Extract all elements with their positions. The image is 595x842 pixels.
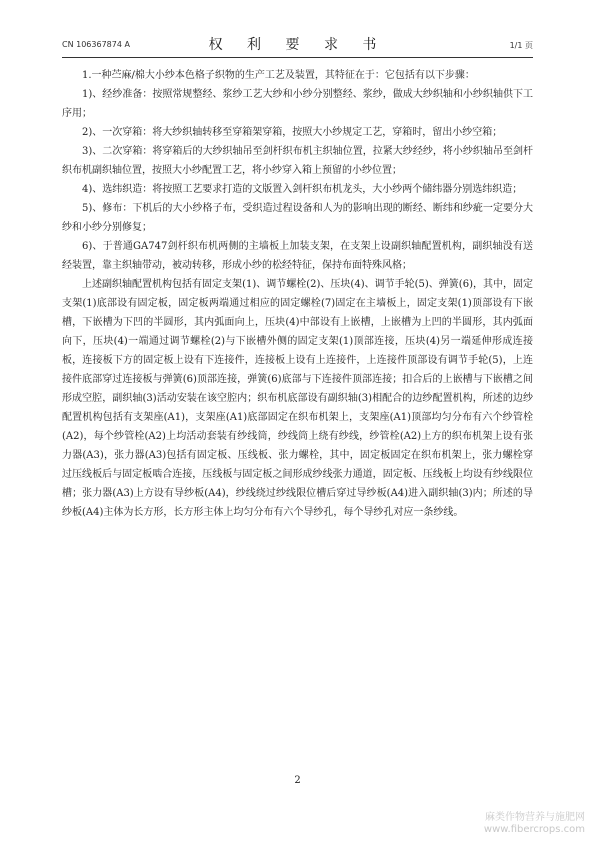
claims-body <box>62 66 533 522</box>
page-header <box>62 34 533 54</box>
claim-paragraph: 1.一种苎麻/棉大小纱本色格子织物的生产工艺及装置，其特征在于：它包括有以下步骤： <box>82 70 475 81</box>
claim-paragraph: 5)、修布：下机后的大小纱格子布，受织造过程设备和人为的影响出现的断经、断纬和纱疵一定要分大纱和小纱分别修复； <box>62 203 533 233</box>
claim-paragraph: 2)、一次穿箱：将大纱织轴转移至穿箱架穿箱，按照大小纱规定工艺，穿箱时，留出小纱空箱； <box>82 127 503 138</box>
watermark <box>484 812 585 836</box>
publication-number: CN 106367874 A <box>62 40 130 49</box>
page-number: 2 <box>294 775 301 786</box>
header-rule <box>62 57 533 58</box>
watermark-line-2: www.fibercrops.com <box>483 824 585 835</box>
claim-paragraph: 1)、经纱准备：按照常规整经、浆纱工艺大纱和小纱分别整经、浆纱，做成大纱织轴和小纱织轴供下工序用； <box>62 89 533 119</box>
claim-paragraph: 6)、于普通GA747剑杆织布机两侧的主墙板上加装支架，在支架上设副织轴配置机构，副织轴没有送经装置，靠主织轴带动，被动转移，形成小纱的松经特征，保持布面特殊风格； <box>62 241 533 271</box>
claim-paragraph: 3)、二次穿箱：将穿箱后的大纱织轴吊至剑杆织布机主织轴位置，拉紧大纱经纱，将小纱织轴吊至剑杆织布机副织轴位置，按照大小纱配置工艺，将小纱穿入箱上预留的小纱位置； <box>62 146 533 176</box>
watermark-line-1: 麻类作物营养与施肥网 <box>485 812 585 823</box>
claim-paragraph: 上述副织轴配置机构包括有固定支架(1)、调节螺栓(2)、压块(4)、调节手轮(5)、弹簧(6)，其中，固定支架(1)底部设有固定板，固定板两端通过相应的固定螺栓(7)固定在主墙板上，固定支架(1)顶部设有下嵌槽，下嵌槽为下凹的半圆形，其内弧面向上，压块(4)中部设有上嵌槽，上嵌槽为上凹的半圆形，其内弧面向下，压块(4)一端通过调节螺栓(2)与下嵌槽外侧的固定支架(1)顶部连接，压块(4)另一端延伸形成连接板，连接板下方的固定板上设有下连接件，连接板上设有上连接件，上连接件顶部设有调节手轮(5)，上连接件底部穿过连接板与弹簧(6)顶部连接，弹簧(6)底部与下连接件顶部连接；扣合后的上嵌槽与下嵌槽之间形成空腔，副织轴(3)活动安装在该空腔内；织布机底部设有副织轴(3)相配合的边纱配置机构，所述的边纱配置机构包括有支架座(A1)，支架座(A1)底部固定在织布机架上，支架座(A1)顶部均匀分布有六个纱管栓(A2)，每个纱管栓(A2)上均活动套装有纱线筒，纱线筒上绕有纱线，纱管栓(A2)上方的织布机架上设有张力器(A3)，张力器(A3)包括有固定板、压线板、张力螺栓，其中，固定板固定在织布机架上，张力螺栓穿过压线板后与固定板啮合连接，压线板与固定板之间形成纱线张力通道，固定板、压线板上均设有纱线限位槽；张力器(A3)上方设有导纱板(A4)，纱线绕过纱线限位槽后穿过导纱板(A4)进入副织轴(3)内；所述的导纱板(A4)主体为长方形，长方形主体上均匀分布有六个导纱孔，每个导纱孔对应一条纱线。 <box>62 279 533 518</box>
page-info: 1/1 页 <box>509 41 533 50</box>
claim-paragraph: 4)、选纬织造：将按照工艺要求打造的文版置入剑杆织布机龙头，大小纱两个储纬器分别选纬织造； <box>82 184 523 195</box>
document-title: 权 利 要 求 书 <box>208 37 387 53</box>
